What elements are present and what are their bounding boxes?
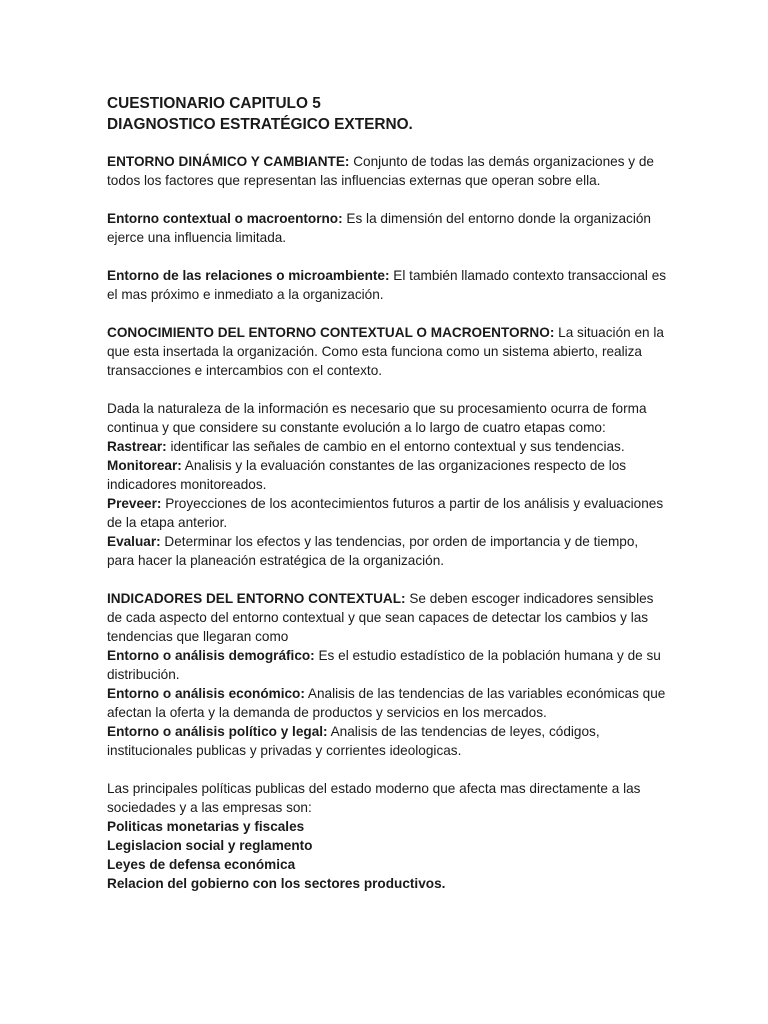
title-line-1: CUESTIONARIO CAPITULO 5: [107, 95, 321, 112]
indicador-text: Analisis de las tendencias de las variables económicas que afectan la oferta y la demanda de productos y servicios en los mercados.: [107, 686, 666, 720]
paragraph-macroentorno: [107, 209, 667, 247]
paragraph-microambiente: [107, 266, 667, 304]
etapa-term: Evaluar:: [107, 534, 161, 549]
section-indicadores: [107, 589, 728, 760]
document-title: [107, 93, 728, 135]
term-conocimiento: CONOCIMIENTO DEL ENTORNO CONTEXTUAL O MACROENTORNO:: [107, 325, 555, 340]
etapa-term: Preveer:: [107, 496, 162, 511]
etapa-item: [107, 494, 667, 532]
etapa-item: [107, 456, 667, 494]
definition-microambiente: El también llamado contexto transaccional es el mas próximo e inmediato a la organización.: [107, 268, 667, 302]
indicador-item: [107, 684, 667, 722]
definition-conocimiento: La situación en la que esta insertada la organización. Como esta funciona como un sistema abierto, realiza transacciones e intercambios con el contexto.: [107, 325, 664, 378]
etapa-text: identificar las señales de cambio en el entorno contextual y sus tendencias.: [166, 439, 625, 454]
indicador-text: Analisis de las tendencias de leyes, códigos, institucionales publicas y privadas y corrientes ideologicas.: [107, 724, 600, 758]
section-politicas: [107, 779, 728, 893]
etapa-term: Monitorear:: [107, 458, 182, 473]
etapa-item: [107, 437, 667, 456]
indicadores-intro: [107, 589, 667, 646]
etapa-text: Determinar los efectos y las tendencias, por orden de importancia y de tiempo, para hacer la planeación estratégica de la organización.: [107, 534, 639, 568]
section-etapas: [107, 399, 728, 570]
title-line-2: DIAGNOSTICO ESTRATÉGICO EXTERNO.: [107, 116, 413, 133]
term-macroentorno: Entorno contextual o macroentorno:: [107, 211, 343, 226]
indicador-term: Entorno o análisis demográfico:: [107, 648, 315, 663]
definition-entorno-dinamico: Conjunto de todas las demás organizaciones y de todos los factores que representan las influencias externas que operan sobre ella.: [107, 154, 654, 188]
definition-indicadores: Se deben escoger indicadores sensibles de cada aspecto del entorno contextual y que sean capaces de detectar los cambios y las tendencias que llegaran como: [107, 591, 654, 644]
etapa-text: Proyecciones de los acontecimientos futuros a partir de los análisis y evaluaciones de la etapa anterior.: [107, 496, 664, 530]
politica-item: Legislacion social y reglamento: [107, 838, 313, 853]
etapa-item: [107, 532, 667, 570]
term-microambiente: Entorno de las relaciones o microambiente:: [107, 268, 390, 283]
indicador-term: Entorno o análisis económico:: [107, 686, 305, 701]
politica-item: Relacion del gobierno con los sectores productivos.: [107, 876, 446, 891]
paragraph-conocimiento: [107, 323, 667, 380]
indicador-term: Entorno o análisis político y legal:: [107, 724, 328, 739]
paragraph-entorno-dinamico: [107, 152, 667, 190]
definition-macroentorno: Es la dimensión del entorno donde la organización ejerce una influencia limitada.: [107, 211, 651, 245]
politicas-intro: Las principales políticas publicas del estado moderno que afecta mas directamente a las sociedades y a las empresas son:: [107, 781, 641, 815]
politica-item: Leyes de defensa económica: [107, 857, 296, 872]
term-entorno-dinamico: ENTORNO DINÁMICO Y CAMBIANTE:: [107, 154, 350, 169]
term-indicadores: INDICADORES DEL ENTORNO CONTEXTUAL:: [107, 591, 406, 606]
indicador-item: [107, 646, 667, 684]
indicador-text: Es el estudio estadístico de la población humana y de su distribución.: [107, 648, 661, 682]
politica-item: Politicas monetarias y fiscales: [107, 819, 305, 834]
etapa-text: Analisis y la evaluación constantes de las organizaciones respecto de los indicadores monitoreados.: [107, 458, 627, 492]
etapa-term: Rastrear:: [107, 439, 167, 454]
indicador-item: [107, 722, 667, 760]
etapas-intro: Dada la naturaleza de la información es necesario que su procesamiento ocurra de forma continua y que considere su constante evolución a lo largo de cuatro etapas como:: [107, 401, 647, 435]
